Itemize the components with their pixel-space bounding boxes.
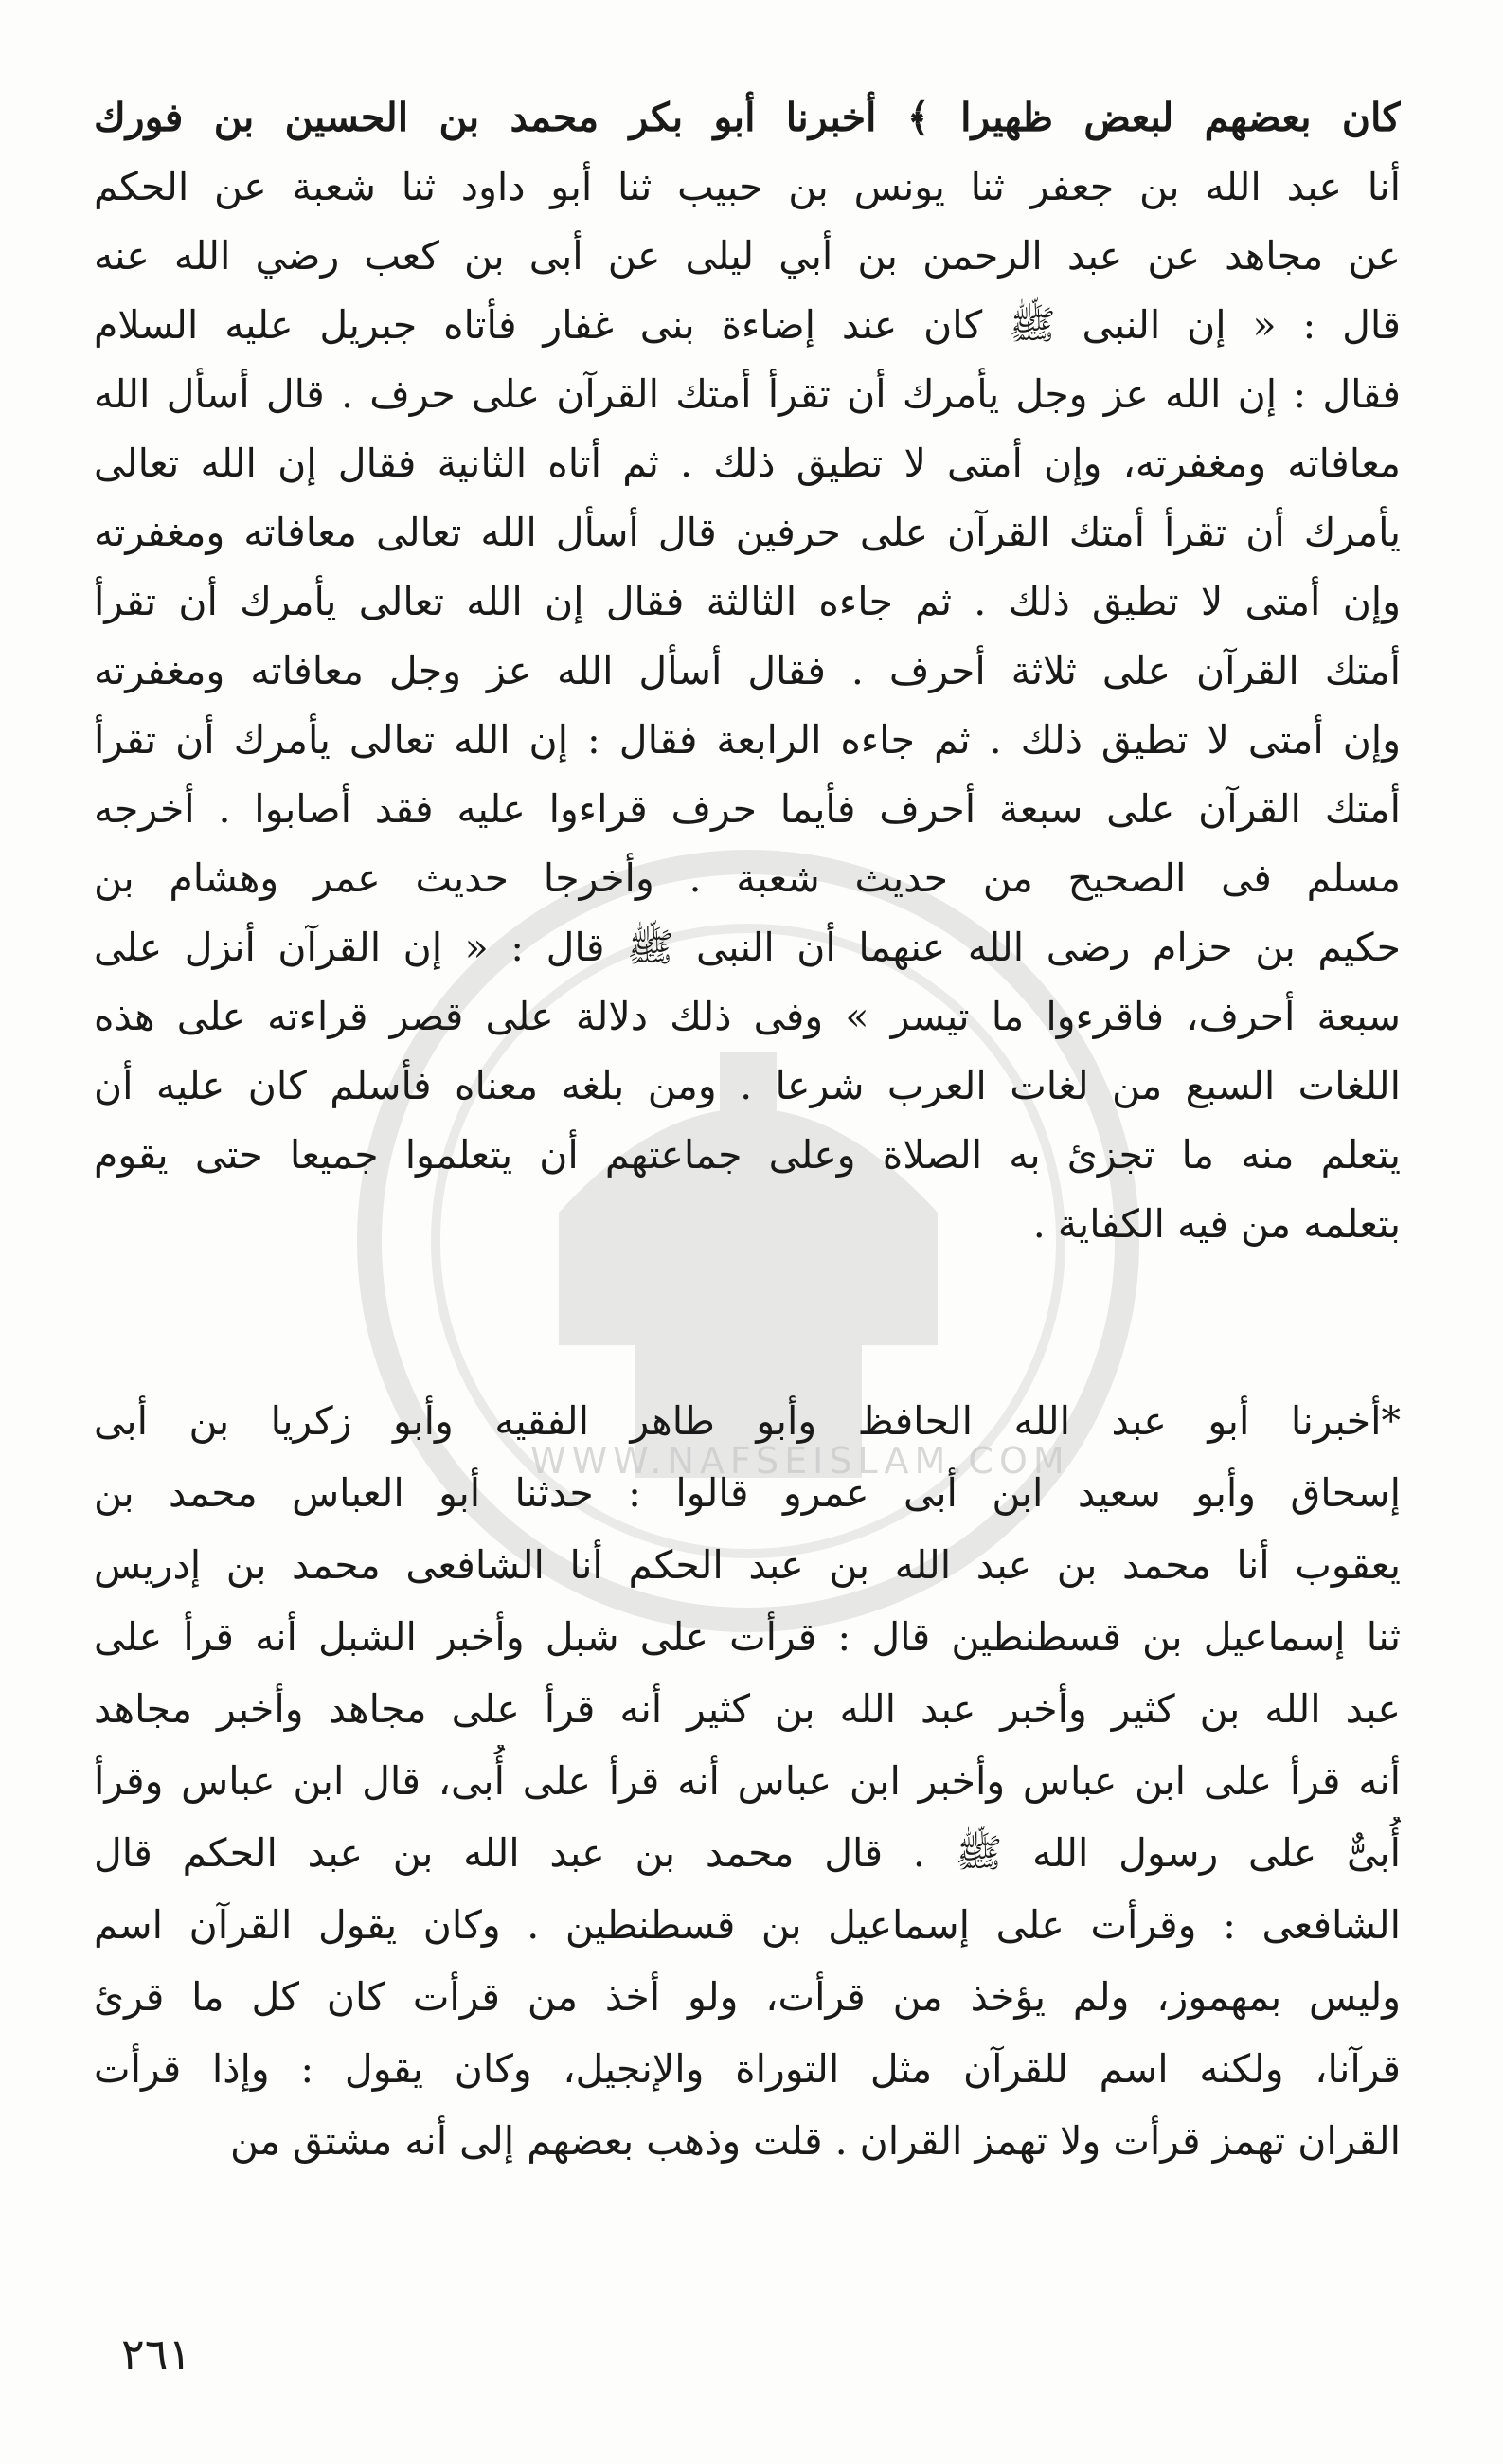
text-line: يعقوب أنا محمد بن عبد الله بن عبد الحكم أنا الشافعى محمد بن إدريس [94, 1542, 1401, 1588]
text-line: ثنا إسماعيل بن قسطنطين قال : قرأت على شبل وأخبر الشبل أنه قرأ على [94, 1614, 1401, 1660]
watermark-url: WWW.NAFSEISLAM.COM [530, 1440, 1070, 1482]
text-line: معافاته ومغفرته، وإن أمتى لا تطيق ذلك . ثم أتاه الثانية فقال إن الله تعالى [94, 441, 1401, 486]
text-line: فقال : إن الله عز وجل يأمرك أن تقرأ أمتك القرآن على حرف . قال أسأل الله [94, 371, 1401, 417]
text-line: كان بعضهم لبعض ظهيرا ﴾ أخبرنا أبو بكر محمد بن الحسين بن فورك [94, 95, 1401, 140]
text-line: أمتك القرآن على سبعة أحرف فأيما حرف قراءوا عليه فقد أصابوا . أخرجه [94, 786, 1401, 832]
text-line: وليس بمهموز، ولم يؤخذ من قرأت، ولو أخذ من قرأت كان كل ما قرئ [94, 1974, 1401, 2020]
text-line: يأمرك أن تقرأ أمتك القرآن على حرفين قال أسأل الله تعالى معافاته ومغفرته [94, 510, 1401, 555]
text-line: وإن أمتى لا تطيق ذلك . ثم جاءه الثالثة فقال إن الله تعالى يأمرك أن تقرأ [94, 579, 1401, 624]
text-line: الشافعى : وقرأت على إسماعيل بن قسطنطين . وكان يقول القرآن اسم [94, 1902, 1401, 1948]
text-line: أنه قرأ على ابن عباس وأخبر ابن عباس أنه قرأ على أُبى، قال ابن عباس وقرأ [94, 1758, 1401, 1804]
text-line: *أخبرنا أبو عبد الله الحافظ وأبو طاهر الفقيه وأبو زكريا بن أبى [94, 1398, 1401, 1444]
text-line: القران تهمز قرأت ولا تهمز القران . قلت وذهب بعضهم إلى أنه مشتق من [229, 2118, 1401, 2164]
text-line: قرآنا، ولكنه اسم للقرآن مثل التوراة والإنجيل، وكان يقول : وإذا قرأت [94, 2046, 1401, 2092]
text-line: عن مجاهد عن عبد الرحمن بن أبي ليلى عن أبى بن كعب رضي الله عنه [94, 233, 1401, 279]
text-line: اللغات السبع من لغات العرب شرعا . ومن بلغه معناه فأسلم كان عليه أن [94, 1063, 1401, 1108]
paragraph-2 [94, 1385, 1401, 2177]
text-line: عبد الله بن كثير وأخبر عبد الله بن كثير أنه قرأ على مجاهد وأخبر مجاهد [94, 1686, 1401, 1732]
text-line: مسلم فى الصحيح من حديث شعبة . وأخرجا حديث عمر وهشام بن [94, 855, 1401, 901]
text-line: قال : « إن النبى ﷺ كان عند إضاءة بنى غفار فأتاه جبريل عليه السلام [94, 302, 1401, 348]
text-line: أُبىٌّ على رسول الله ﷺ . قال محمد بن عبد الله بن عبد الحكم قال [94, 1830, 1401, 1876]
text-line: حكيم بن حزام رضى الله عنهما أن النبى ﷺ قال : « إن القرآن أنزل على [94, 925, 1401, 970]
text-line: وإن أمتى لا تطيق ذلك . ثم جاءه الرابعة فقال : إن الله تعالى يأمرك أن تقرأ [94, 717, 1401, 763]
text-line: سبعة أحرف، فاقرءوا ما تيسر » وفى ذلك دلالة على قصر قراءته على هذه [94, 994, 1401, 1039]
text-line: إسحاق وأبو سعيد ابن أبى عمرو قالوا : حدثنا أبو العباس محمد بن [94, 1470, 1401, 1516]
page-number: ٢٦١ [121, 2329, 192, 2380]
text-line: يتعلم منه ما تجزئ به الصلاة وعلى جماعتهم أن يتعلموا جميعا حتى يقوم [94, 1132, 1401, 1178]
paragraph-1 [94, 83, 1401, 1259]
text-line: بتعلمه من فيه الكفاية . [1032, 1201, 1401, 1247]
text-line: أمتك القرآن على ثلاثة أحرف . فقال أسأل الله عز وجل معافاته ومغفرته [94, 648, 1401, 693]
text-line: أنا عبد الله بن جعفر ثنا يونس بن حبيب ثنا أبو داود ثنا شعبة عن الحكم [94, 164, 1401, 209]
